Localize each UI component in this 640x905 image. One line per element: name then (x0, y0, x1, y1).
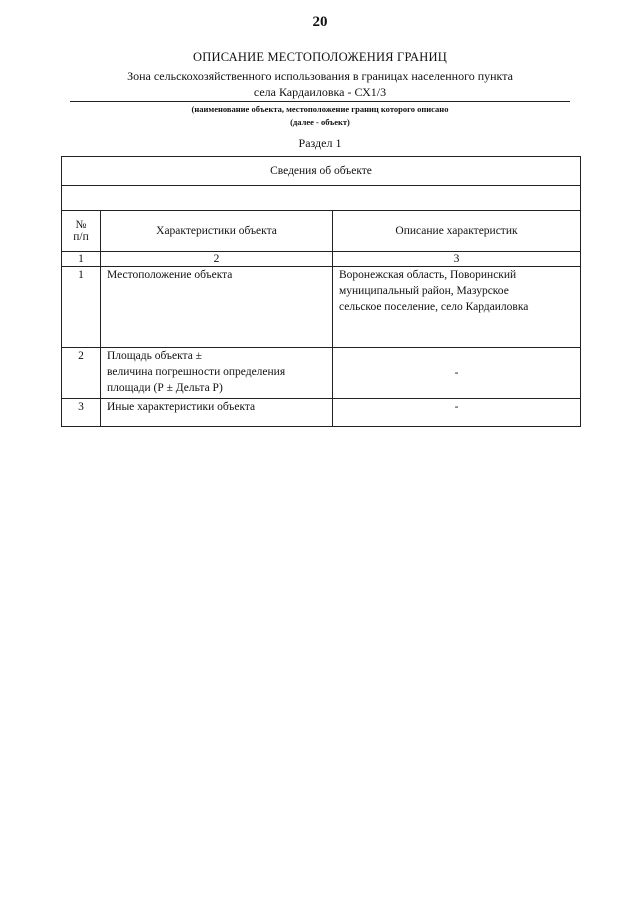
row-number: 2 (62, 348, 101, 399)
object-caption (0, 103, 640, 129)
column-number-row (62, 252, 581, 267)
characteristic-line: величина погрешности определения (107, 366, 286, 378)
row-description: - (333, 348, 581, 399)
row-description: - (333, 399, 581, 427)
col-number-3: 3 (333, 252, 581, 267)
description-line: муниципальный район, Мазурское (339, 285, 509, 297)
row-characteristic (101, 348, 333, 399)
caption-line-2: (далее - объект) (290, 117, 350, 127)
table-row (62, 348, 581, 399)
description-line: сельское поселение, село Кардаиловка (339, 301, 529, 313)
col-header-num-line-2: п/п (73, 231, 89, 243)
caption-line-1: (наименование объекта, местоположение границ которого описано (191, 104, 449, 114)
row-number: 1 (62, 267, 101, 348)
row-characteristic: Иные характеристики объекта (101, 399, 333, 427)
object-info-table (61, 156, 581, 427)
subtitle-line-1: Зона сельскохозяйственного использования в границах населенного пункта (127, 69, 513, 83)
col-number-1: 1 (62, 252, 101, 267)
title-underline (70, 101, 570, 102)
row-characteristic: Местоположение объекта (101, 267, 333, 348)
table-blank-row (62, 186, 581, 211)
col-header-description: Описание характеристик (333, 211, 581, 252)
table-row (62, 267, 581, 348)
document-subtitle (0, 68, 640, 100)
table-header-row (62, 157, 581, 186)
col-header-num-line-1: № (75, 219, 87, 231)
document-title: ОПИСАНИЕ МЕСТОПОЛОЖЕНИЯ ГРАНИЦ (193, 50, 447, 64)
characteristic-line: Площадь объекта ± (107, 350, 202, 362)
col-number-2: 2 (101, 252, 333, 267)
characteristic-line: площади (Р ± Дельта Р) (107, 382, 223, 394)
description-line: Воронежская область, Поворинский (339, 269, 517, 281)
col-header-num (62, 211, 101, 252)
table-header: Сведения об объекте (62, 157, 581, 186)
table-row (62, 399, 581, 427)
row-number: 3 (62, 399, 101, 427)
column-header-row (62, 211, 581, 252)
subtitle-line-2: села Кардаиловка - СХ1/3 (253, 85, 387, 99)
row-description (333, 267, 581, 348)
section-title: Раздел 1 (298, 136, 342, 150)
table-blank-cell (62, 186, 581, 211)
col-header-characteristics: Характеристики объекта (101, 211, 333, 252)
page-number: 20 (312, 14, 328, 30)
